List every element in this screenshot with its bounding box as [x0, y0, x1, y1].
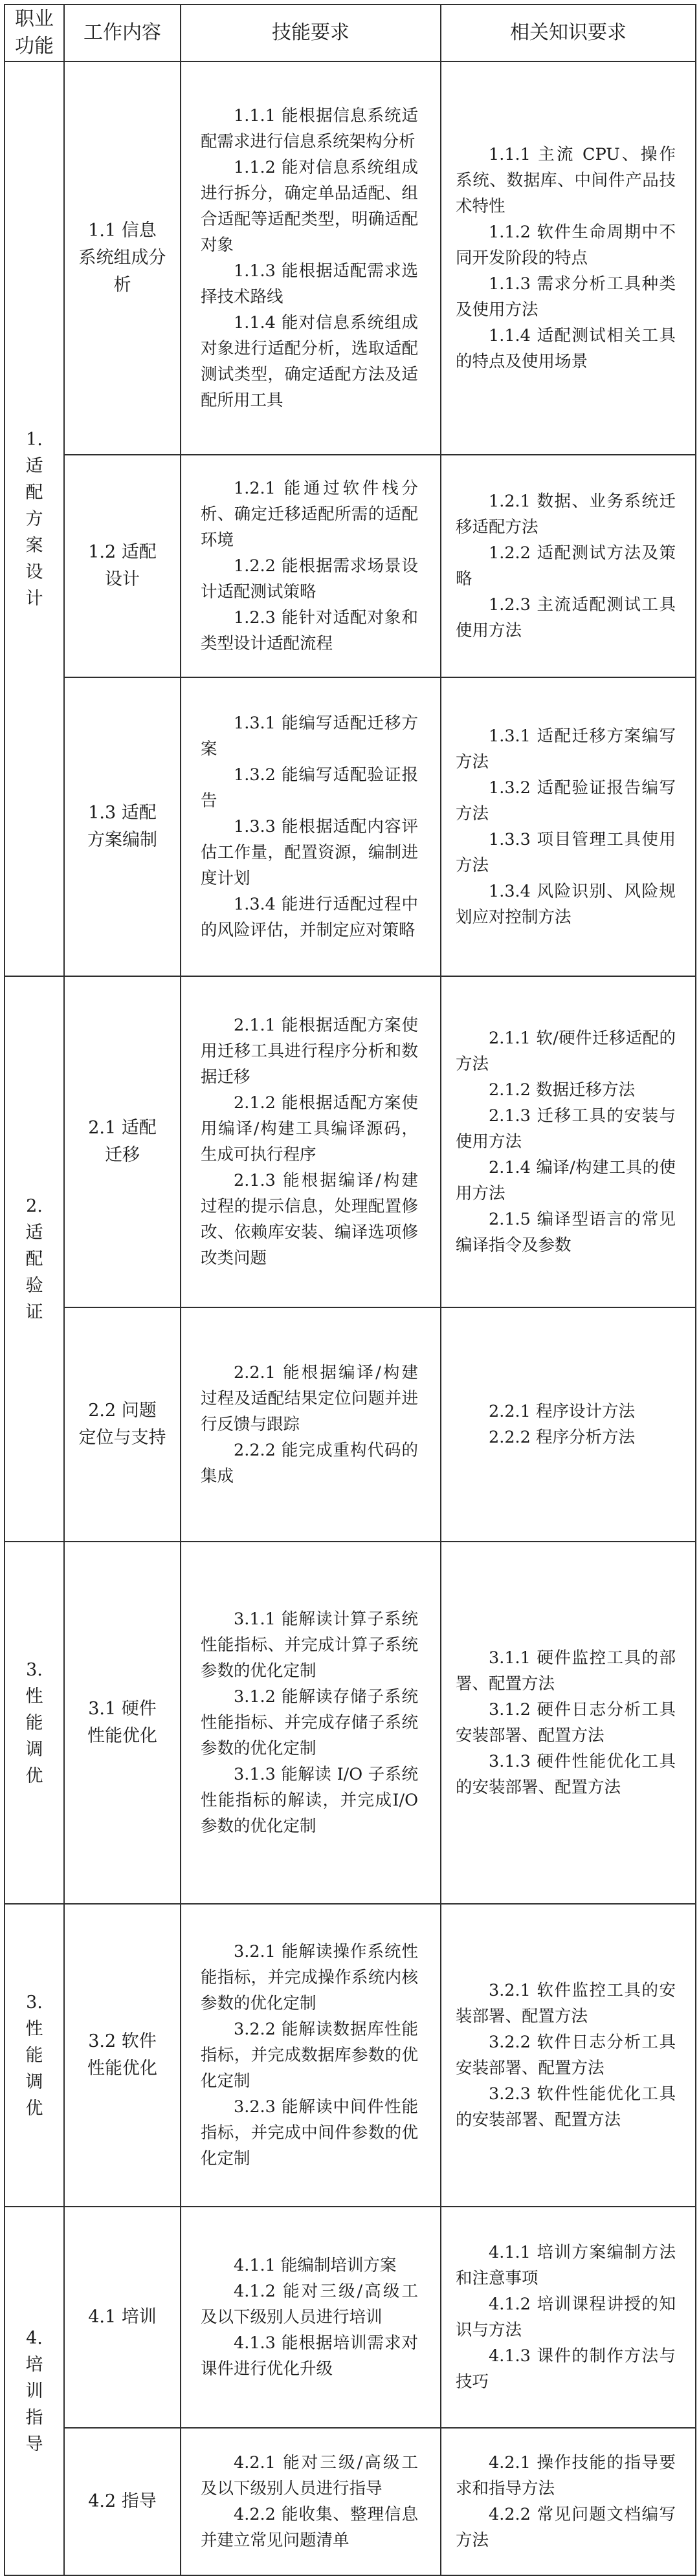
knowledge-cell: [441, 677, 696, 976]
skill-item: 1.3.3 能根据适配内容评估工作量，配置资源，编制进度计划: [201, 817, 418, 888]
skill-item: 3.2.1 能解读操作系统性能指标，并完成操作系统内核参数的优化定制: [201, 1942, 418, 2013]
skill-item: 3.2.3 能解读中间件性能指标，并完成中间件参数的优化定制: [201, 2097, 418, 2168]
table-row: [5, 677, 696, 976]
knowledge-item: 1.3.4 风险识别、风险规划应对控制方法: [456, 882, 676, 927]
knowledge-item: 3.2.1 软件监控工具的安装部署、配置方法: [456, 1981, 676, 2026]
knowledge-item: 1.3.3 项目管理工具使用方法: [456, 830, 676, 875]
knowledge-cell: [441, 2428, 696, 2575]
skill-item: 3.2.2 能解读数据库性能指标，并完成数据库参数的优化定制: [201, 2020, 418, 2091]
skill-item: 3.1.1 能解读计算子系统性能指标、并完成计算子系统参数的优化定制: [201, 1610, 418, 1681]
skill-item: 1.1.3 能根据适配需求选择技术路线: [201, 261, 418, 307]
header-function: 职业 功能: [5, 5, 64, 61]
table-row: [5, 455, 696, 677]
knowledge-item: 4.1.3 课件的制作方法与技巧: [456, 2346, 676, 2392]
knowledge-item: 4.2.1 操作技能的指导要求和指导方法: [456, 2453, 676, 2498]
knowledge-item: 1.2.3 主流适配测试工具使用方法: [456, 595, 676, 640]
work-cell: 1.1 信息 系统组成分 析: [64, 61, 181, 455]
knowledge-cell: [441, 976, 696, 1307]
skill-item: 3.1.3 能解读 I/O 子系统性能指标的解读，并完成I/O 参数的优化定制: [201, 1765, 418, 1836]
skill-cell: [181, 1542, 441, 1904]
knowledge-item: 3.2.3 软件性能优化工具的安装部署、配置方法: [456, 2084, 676, 2130]
header-skill: 技能要求: [181, 5, 441, 61]
table-row: [5, 2428, 696, 2575]
knowledge-item: 1.1.1 主流 CPU、操作系统、数据库、中间件产品技术特性: [456, 145, 676, 216]
skill-cell: [181, 1904, 441, 2207]
skill-cell: [181, 976, 441, 1307]
skill-item: 1.3.2 能编写适配验证报告: [201, 765, 418, 811]
work-cell: 1.2 适配 设计: [64, 455, 181, 677]
knowledge-item: 3.1.2 硬件日志分析工具安装部署、配置方法: [456, 1700, 676, 1745]
knowledge-item: 1.1.3 需求分析工具种类及使用方法: [456, 274, 676, 320]
skill-item: 2.1.2 能根据适配方案使用编译/构建工具编译源码，生成可执行程序: [201, 1093, 418, 1164]
skill-item: 1.3.4 能进行适配过程中的风险评估，并制定应对策略: [201, 895, 418, 940]
table-row: [5, 2207, 696, 2428]
knowledge-item: 1.1.2 软件生命周期中不同开发阶段的特点: [456, 223, 676, 268]
skill-cell: [181, 2207, 441, 2428]
work-cell: 3.1 硬件 性能优化: [64, 1542, 181, 1904]
knowledge-item: 3.1.3 硬件性能优化工具的安装部署、配置方法: [456, 1752, 676, 1797]
knowledge-item: 1.1.4 适配测试相关工具的特点及使用场景: [456, 326, 676, 371]
skill-cell: [181, 61, 441, 455]
knowledge-cell: [441, 2207, 696, 2428]
knowledge-item: 2.1.5 编译型语言的常见编译指令及参数: [456, 1210, 676, 1255]
skill-item: 1.3.1 能编写适配迁移方案: [201, 714, 418, 759]
skill-item: 4.1.1 能编制培训方案: [234, 2256, 397, 2275]
skill-item: 2.1.3 能根据编译/构建过程的提示信息，处理配置修改、依赖库安装、编译选项修改类问题: [201, 1171, 418, 1268]
work-cell: 3.2 软件 性能优化: [64, 1904, 181, 2207]
knowledge-item: 1.3.1 适配迁移方案编写方法: [456, 726, 676, 772]
table-row: [5, 61, 696, 455]
skill-item: 1.1.1 能根据信息系统适配需求进行信息系统架构分析: [201, 106, 418, 151]
knowledge-item: 4.1.2 培训课程讲授的知识与方法: [456, 2295, 676, 2340]
skill-item: 2.2.1 能根据编译/构建过程及适配结果定位问题并进行反馈与跟踪: [201, 1363, 418, 1434]
work-cell: 2.2 问题 定位与支持: [64, 1307, 181, 1542]
skill-item: 4.1.2 能对三级/高级工及以下级别人员进行培训: [201, 2282, 418, 2327]
work-cell: 2.1 适配 迁移: [64, 976, 181, 1307]
skill-item: 1.1.4 能对信息系统组成对象进行适配分析，选取适配测试类型，确定适配方法及适配所用工具: [201, 313, 418, 410]
knowledge-item: 3.1.1 硬件监控工具的部署、配置方法: [456, 1648, 676, 1694]
skill-item: 4.2.2 能收集、整理信息并建立常见问题清单: [201, 2505, 418, 2550]
function-cell: 2. 适 配 验 证: [5, 976, 64, 1542]
header-row: [5, 5, 696, 61]
knowledge-item: 2.1.2 数据迁移方法: [489, 1080, 635, 1100]
skill-item: 4.1.3 能根据培训需求对课件进行优化升级: [201, 2333, 418, 2379]
knowledge-cell: [441, 1542, 696, 1904]
table-row: [5, 1542, 696, 1904]
knowledge-item: 3.2.2 软件日志分析工具安装部署、配置方法: [456, 2033, 676, 2078]
function-cell: 4. 培 训 指 导: [5, 2207, 64, 2575]
function-cell: 3. 性 能 调 优: [5, 1904, 64, 2207]
table-row: [5, 1904, 696, 2207]
knowledge-item: 1.3.2 适配验证报告编写方法: [456, 778, 676, 824]
knowledge-item: 2.1.4 编译/构建工具的使用方法: [456, 1158, 676, 1203]
skill-cell: [181, 2428, 441, 2575]
knowledge-item: 1.2.1 数据、业务系统迁移适配方法: [456, 492, 676, 537]
knowledge-item: 2.2.2 程序分析方法: [489, 1428, 635, 1447]
skill-item: 3.1.2 能解读存储子系统性能指标、并完成存储子系统参数的优化定制: [201, 1687, 418, 1758]
knowledge-cell: [441, 455, 696, 677]
knowledge-item: 1.2.2 适配测试方法及策略: [456, 543, 676, 589]
table-row: [5, 1307, 696, 1542]
work-cell: 1.3 适配 方案编制: [64, 677, 181, 976]
skill-cell: [181, 455, 441, 677]
skill-item: 1.2.1 能通过软件栈分析、确定迁移适配所需的适配环境: [201, 479, 418, 550]
knowledge-item: 4.2.2 常见问题文档编写方法: [456, 2505, 676, 2550]
knowledge-item: 2.1.1 软/硬件迁移适配的方法: [456, 1029, 676, 1074]
knowledge-item: 2.2.1 程序设计方法: [489, 1402, 635, 1421]
knowledge-item: 4.1.1 培训方案编制方法和注意事项: [456, 2243, 676, 2288]
header-knowledge: 相关知识要求: [441, 5, 696, 61]
skill-item: 2.2.2 能完成重构代码的集成: [201, 1441, 418, 1486]
function-cell: 1. 适 配 方 案 设 计: [5, 61, 64, 976]
skill-item: 4.2.1 能对三级/高级工及以下级别人员进行指导: [201, 2453, 418, 2498]
work-cell: 4.1 培训: [64, 2207, 181, 2428]
header-work: 工作内容: [64, 5, 181, 61]
skill-item: 1.2.2 能根据需求场景设计适配测试策略: [201, 556, 418, 602]
function-cell: 3. 性 能 调 优: [5, 1542, 64, 1904]
skill-item: 1.1.2 能对信息系统组成进行拆分，确定单品适配、组合适配等适配类型，明确适配对象: [201, 158, 418, 255]
skill-item: 1.2.3 能针对适配对象和类型设计适配流程: [201, 608, 418, 653]
work-cell: 4.2 指导: [64, 2428, 181, 2575]
knowledge-item: 2.1.3 迁移工具的安装与使用方法: [456, 1106, 676, 1152]
skill-item: 2.1.1 能根据适配方案使用迁移工具进行程序分析和数据迁移: [201, 1016, 418, 1087]
table-row: [5, 976, 696, 1307]
skill-cell: [181, 1307, 441, 1542]
knowledge-cell: [441, 61, 696, 455]
knowledge-cell: [441, 1307, 696, 1542]
skill-cell: [181, 677, 441, 976]
skills-table: [4, 4, 696, 2576]
knowledge-cell: [441, 1904, 696, 2207]
